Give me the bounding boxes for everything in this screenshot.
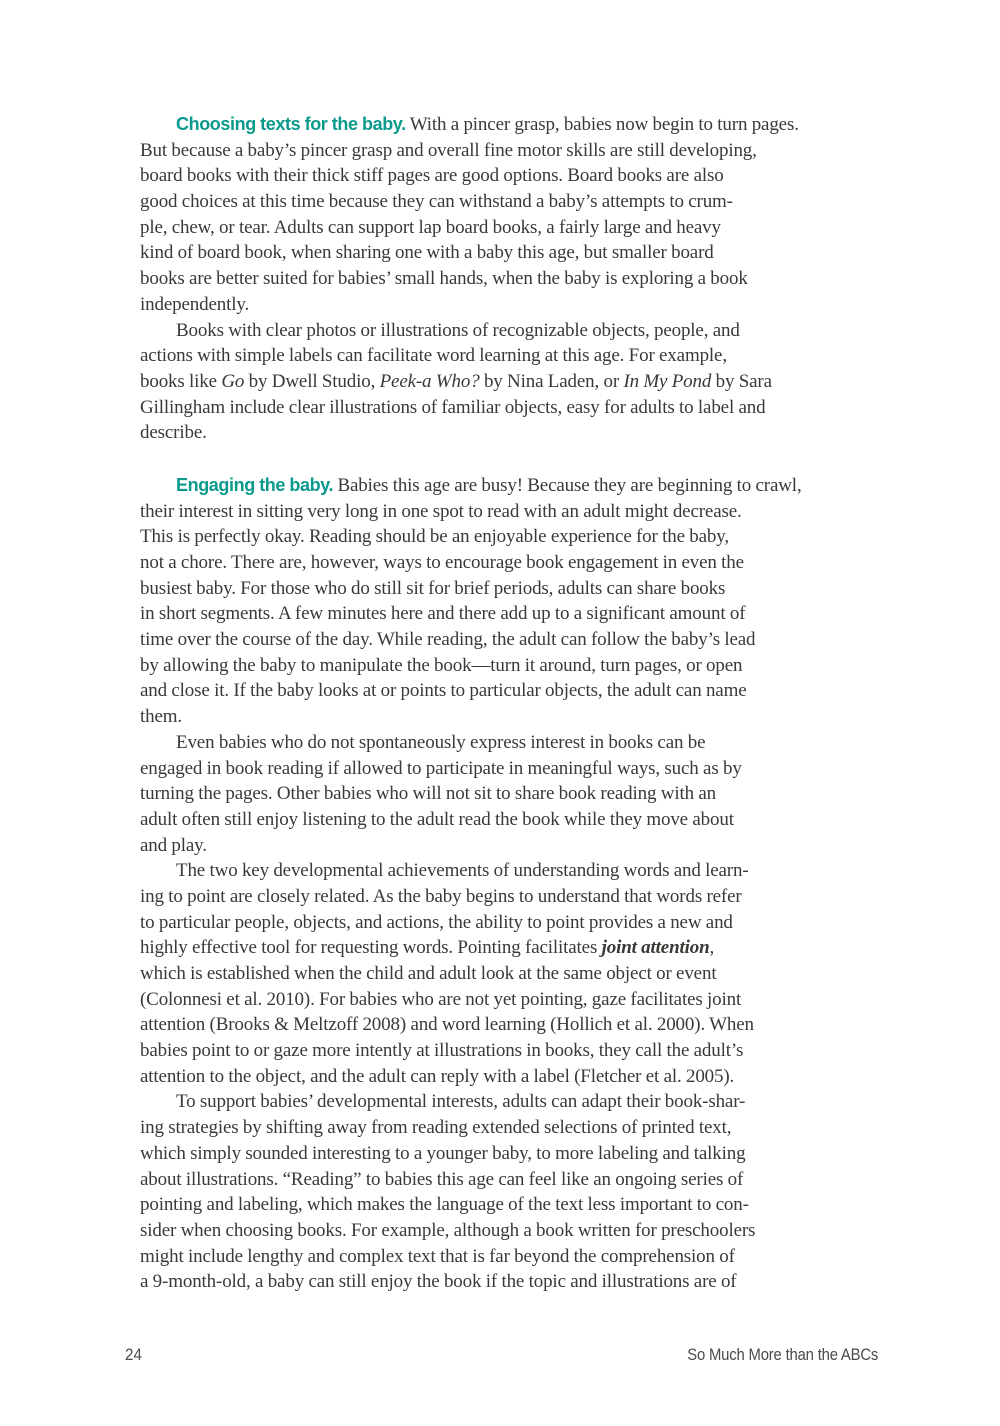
- text-line: about illustrations. “Reading” to babies this age can feel like an ongoing series of: [140, 1168, 744, 1190]
- text-line: and play.: [140, 834, 207, 856]
- text-line: pointing and labeling, which makes the language of the text less important to con-: [140, 1194, 749, 1216]
- text-line: time over the course of the day. While reading, the adult can follow the baby’s lead: [140, 629, 756, 651]
- text-line: busiest baby. For those who do still sit for brief periods, adults can share books: [140, 577, 726, 599]
- text-line: a 9-month-old, a baby can still enjoy the book if the topic and illustrations are of: [140, 1271, 737, 1293]
- text-line: highly effective tool for requesting words. Pointing facilitates joint attention,: [140, 937, 715, 959]
- text-line: (Colonnesi et al. 2010). For babies who are not yet pointing, gaze facilitates joint: [140, 988, 742, 1010]
- text-line: independently.: [140, 293, 250, 315]
- text-line: board books with their thick stiff pages are good options. Board books are also: [140, 165, 724, 187]
- paragraph-even-babies: [140, 730, 885, 858]
- paragraph-two-key-achievements: [140, 858, 885, 1089]
- text-line: describe.: [140, 422, 207, 444]
- text-line: The two key developmental achievements of understanding words and learn-: [176, 860, 749, 882]
- text-line: actions with simple labels can facilitate word learning at this age. For example,: [140, 345, 727, 367]
- text-line: turning the pages. Other babies who will not sit to share book reading with an: [140, 783, 716, 805]
- text-line: Engaging the baby. Babies this age are busy! Because they are beginning to crawl,: [176, 474, 802, 496]
- text-line: to particular people, objects, and actions, the ability to point provides a new and: [140, 911, 733, 933]
- section-heading: Choosing texts for the baby.: [176, 114, 406, 134]
- text-line: and close it. If the baby looks at or points to particular objects, the adult can name: [140, 680, 747, 702]
- page-body: [140, 112, 885, 1295]
- text-line: by allowing the baby to manipulate the book—turn it around, turn pages, or open: [140, 654, 743, 676]
- text-line: good choices at this time because they can withstand a baby’s attempts to crum-: [140, 191, 733, 213]
- text-line: But because a baby’s pincer grasp and overall fine motor skills are still developing,: [140, 139, 757, 161]
- paragraph-engaging-the-baby: [140, 473, 885, 730]
- text-line: books like Go by Dwell Studio, Peek-a Who? by Nina Laden, or In My Pond by Sara: [140, 370, 772, 392]
- text-line: which simply sounded interesting to a younger baby, to more labeling and talking: [140, 1142, 746, 1164]
- text-line: ple, chew, or tear. Adults can support lap board books, a fairly large and heavy: [140, 216, 721, 238]
- text-line: engaged in book reading if allowed to participate in meaningful ways, such as by: [140, 757, 742, 779]
- text-line: not a chore. There are, however, ways to encourage book engagement in even the: [140, 552, 744, 573]
- text-line: attention (Brooks & Meltzoff 2008) and word learning (Hollich et al. 2000). When: [140, 1014, 754, 1036]
- text-line: them.: [140, 706, 182, 728]
- text-line: kind of board book, when sharing one with a baby this age, but smaller board: [140, 242, 714, 264]
- text-line: sider when choosing books. For example, although a book written for preschoolers: [140, 1219, 756, 1241]
- text-line: Choosing texts for the baby. With a pincer grasp, babies now begin to turn pages.: [176, 114, 799, 135]
- text-line: which is established when the child and adult look at the same object or event: [140, 963, 717, 984]
- paragraph-support-interests: [140, 1089, 885, 1295]
- section-heading: Engaging the baby.: [176, 474, 334, 495]
- text-line: babies point to or gaze more intently at illustrations in books, they call the adult’s: [140, 1040, 744, 1062]
- text-line: adult often still enjoy listening to the adult read the book while they move about: [140, 808, 734, 830]
- text-line: their interest in sitting very long in one spot to read with an adult might decrease.: [140, 500, 742, 522]
- text-line: Gillingham include clear illustrations of familiar objects, easy for adults to label and: [140, 396, 766, 418]
- text-line: attention to the object, and the adult can reply with a label (Fletcher et al. 2005).: [140, 1065, 735, 1087]
- text-line: This is perfectly okay. Reading should be an enjoyable experience for the baby,: [140, 526, 729, 548]
- paragraph-clear-photos: [140, 318, 885, 446]
- text-line: ing strategies by shifting away from reading extended selections of printed text,: [140, 1117, 732, 1139]
- page-footer: [125, 1346, 878, 1365]
- text-line: books are better suited for babies’ small hands, when the baby is exploring a book: [140, 268, 748, 290]
- text-line: Books with clear photos or illustrations of recognizable objects, people, and: [176, 319, 740, 341]
- paragraph-choosing-texts: [140, 112, 885, 318]
- running-title: So Much More than the ABCs: [687, 1346, 878, 1364]
- text-line: Even babies who do not spontaneously express interest in books can be: [176, 731, 706, 753]
- text-line: ing to point are closely related. As the baby begins to understand that words refer: [140, 885, 742, 907]
- page-number: 24: [125, 1346, 142, 1364]
- text-line: To support babies’ developmental interests, adults can adapt their book-shar-: [176, 1091, 746, 1113]
- text-line: might include lengthy and complex text that is far beyond the comprehension of: [140, 1245, 735, 1267]
- text-line: in short segments. A few minutes here and there add up to a significant amount of: [140, 603, 746, 625]
